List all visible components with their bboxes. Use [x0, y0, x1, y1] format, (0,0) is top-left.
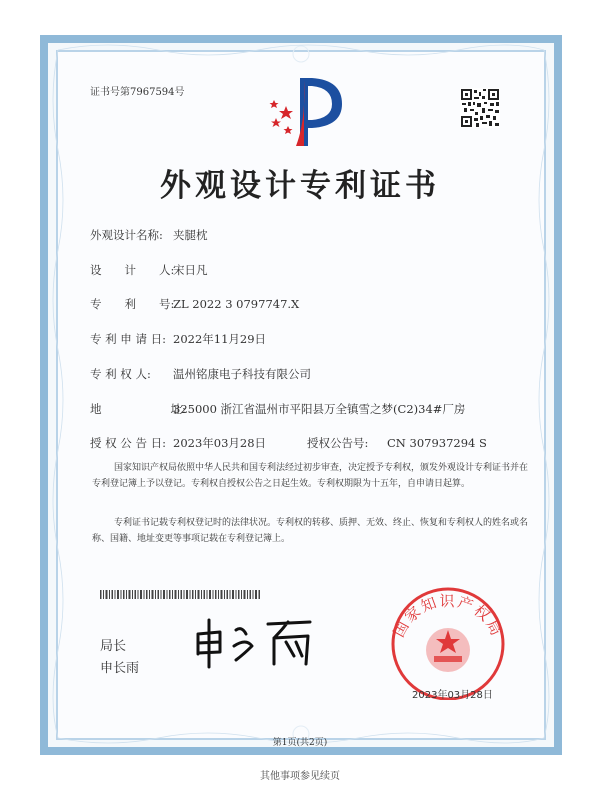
- announcement-number: CN 307937294 S: [387, 436, 487, 450]
- field-label-design-name: 外观设计名称:: [90, 228, 163, 242]
- field-label-application-date: 专 利 申 请 日:: [90, 332, 166, 346]
- barcode-icon: [100, 590, 260, 599]
- certificate-number: 证书号第7967594号: [90, 87, 185, 98]
- field-value-design-name: 夹腿枕: [173, 228, 208, 242]
- field-label-patent-number: 专 利 号:: [90, 297, 175, 311]
- field-label-address: 地 址:: [90, 402, 186, 416]
- director-signature: [190, 612, 320, 672]
- qr-code-icon: [460, 88, 500, 128]
- field-value-designer: 宋日凡: [173, 263, 208, 277]
- field-label-patentee: 专 利 权 人:: [90, 367, 151, 381]
- legal-status-paragraph: 专利证书记载专利权登记时的法律状况。专利权的转移、质押、无效、终止、恢复和专利权人的姓名或名称、国籍、地址变更等事项记载在专利登记簿上。: [92, 518, 529, 544]
- field-value-patent-number: ZL 2022 3 0797747.X: [173, 297, 300, 311]
- field-value-patentee: 温州铭康电子科技有限公司: [173, 367, 311, 381]
- field-label-grant-date: 授 权 公 告 日:: [90, 436, 166, 450]
- grant-statement-paragraph: 国家知识产权局依照中华人民共和国专利法经过初步审查，决定授予专利权，颁发外观设计专利证书并在专利登记簿上予以登记。专利权自授权公告之日起生效。专利权期限为十五年，自申请日起算。: [92, 463, 529, 489]
- seal-date: 2023年03月28日: [412, 690, 493, 701]
- footer-note: 其他事项参见续页: [260, 771, 340, 782]
- official-seal: [380, 580, 516, 700]
- certificate-title: 外观设计专利证书: [160, 168, 440, 204]
- field-label-designer: 设 计 人:: [90, 263, 175, 277]
- page-number: 第1页(共2页): [272, 738, 328, 748]
- director-title: 局长: [100, 639, 127, 654]
- seal-text: 国家知识产权局: [389, 592, 507, 641]
- director-name: 申长雨: [100, 661, 140, 676]
- field-value-address: 325000 浙江省温州市平阳县万全镇雪之梦(C2)34#厂房: [173, 402, 466, 416]
- field-value-grant-date: 2023年03月28日: [173, 436, 267, 450]
- field-value-application-date: 2022年11月29日: [173, 332, 267, 346]
- announcement-label: 授权公告号:: [307, 436, 369, 450]
- cnipa-logo-icon: [260, 70, 352, 150]
